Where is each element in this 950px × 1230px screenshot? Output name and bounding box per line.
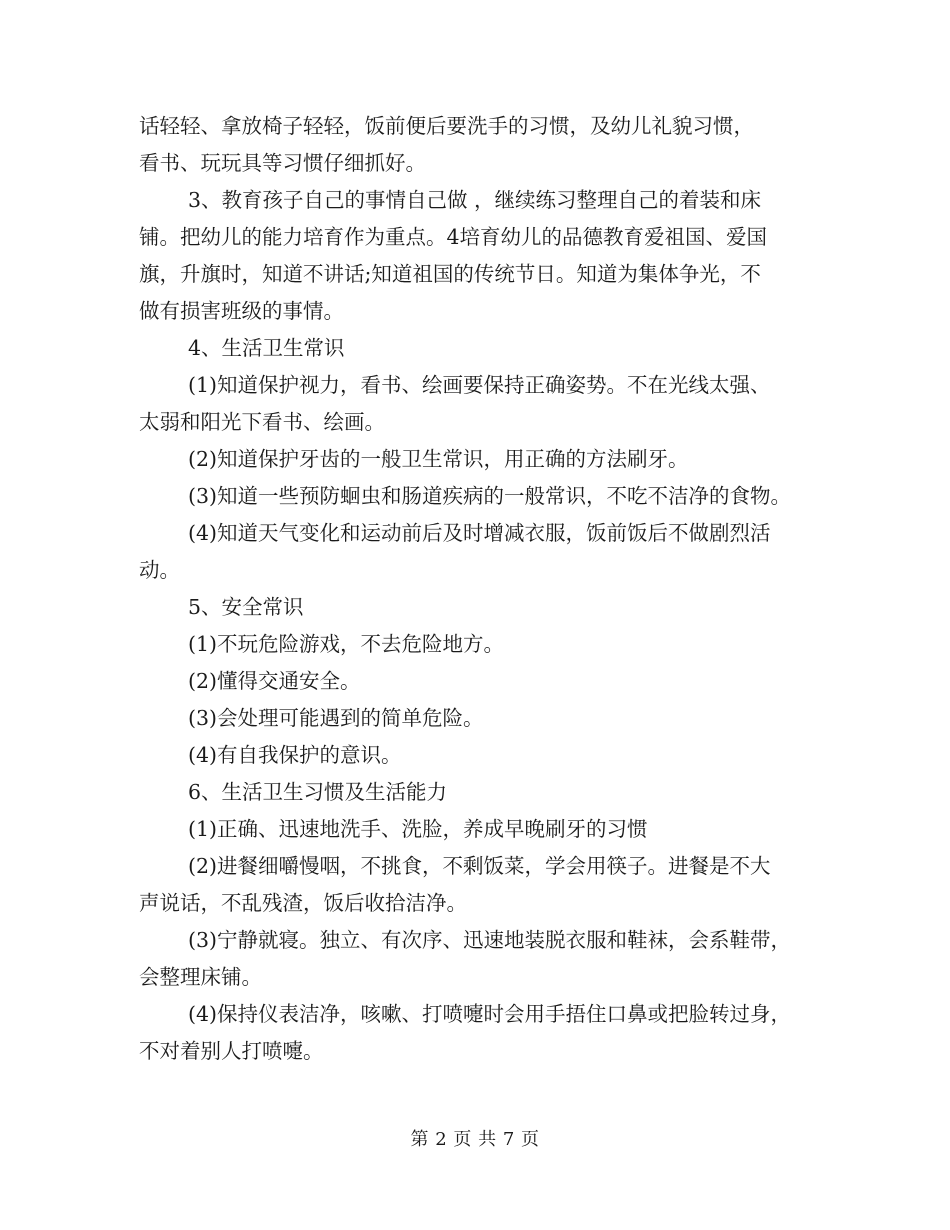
section-heading-5: 5、安全常识 bbox=[188, 595, 304, 619]
section-heading-6: 6、生活卫生习惯及生活能力 bbox=[188, 780, 448, 804]
list-item: (4)保持仪表洁净，咳嗽、打喷嚏时会用手捂住口鼻或把脸转过身， bbox=[188, 1002, 792, 1026]
list-item: (3)宁静就寝。独立、有次序、迅速地装脱衣服和鞋袜，会系鞋带， bbox=[188, 928, 792, 952]
paragraph-line: 动。 bbox=[139, 558, 180, 582]
list-item: (2)知道保护牙齿的一般卫生常识，用正确的方法刷牙。 bbox=[188, 447, 689, 471]
list-item: (1)知道保护视力，看书、绘画要保持正确姿势。不在光线太强、 bbox=[188, 373, 771, 397]
list-item: (3)会处理可能遇到的简单危险。 bbox=[188, 706, 484, 730]
paragraph-line: 旗，升旗时，知道不讲话;知道祖国的传统节日。知道为集体争光，不 bbox=[139, 262, 761, 286]
paragraph-line: 话轻轻、拿放椅子轻轻，饭前便后要洗手的习惯，及幼儿礼貌习惯， bbox=[139, 114, 754, 138]
paragraph-line: 声说话，不乱残渣，饭后收拾洁净。 bbox=[139, 891, 467, 915]
paragraph-line: 会整理床铺。 bbox=[139, 965, 262, 989]
list-item: (2)进餐细嚼慢咽，不挑食，不剩饭菜，学会用筷子。进餐是不大 bbox=[188, 854, 771, 878]
paragraph-line: 看书、玩玩具等习惯仔细抓好。 bbox=[139, 151, 426, 175]
paragraph-line: 太弱和阳光下看书、绘画。 bbox=[139, 410, 385, 434]
paragraph-line: 铺。把幼儿的能力培育作为重点。4培育幼儿的品德教育爱祖国、爱国 bbox=[139, 225, 768, 249]
section-item-3: 3、教育孩子自己的事情自己做 ，继续练习整理自己的着装和床 bbox=[188, 188, 762, 212]
list-item: (1)正确、迅速地洗手、洗脸，养成早晚刷牙的习惯 bbox=[188, 817, 648, 841]
page-body bbox=[139, 108, 829, 1070]
paragraph-line: 做有损害班级的事情。 bbox=[139, 299, 344, 323]
list-item: (4)有自我保护的意识。 bbox=[188, 743, 402, 767]
list-item: (1)不玩危险游戏，不去危险地方。 bbox=[188, 632, 505, 656]
list-item: (2)懂得交通安全。 bbox=[188, 669, 361, 693]
page-number-footer: 第 2 页 共 7 页 bbox=[410, 1129, 540, 1150]
list-item: (4)知道天气变化和运动前后及时增减衣服，饭前饭后不做剧烈活 bbox=[188, 521, 771, 545]
section-heading-4: 4、生活卫生常识 bbox=[188, 336, 345, 360]
paragraph-line: 不对着别人打喷嚏。 bbox=[139, 1039, 324, 1063]
list-item: (3)知道一些预防蛔虫和肠道疾病的一般常识，不吃不洁净的食物。 bbox=[188, 484, 792, 508]
